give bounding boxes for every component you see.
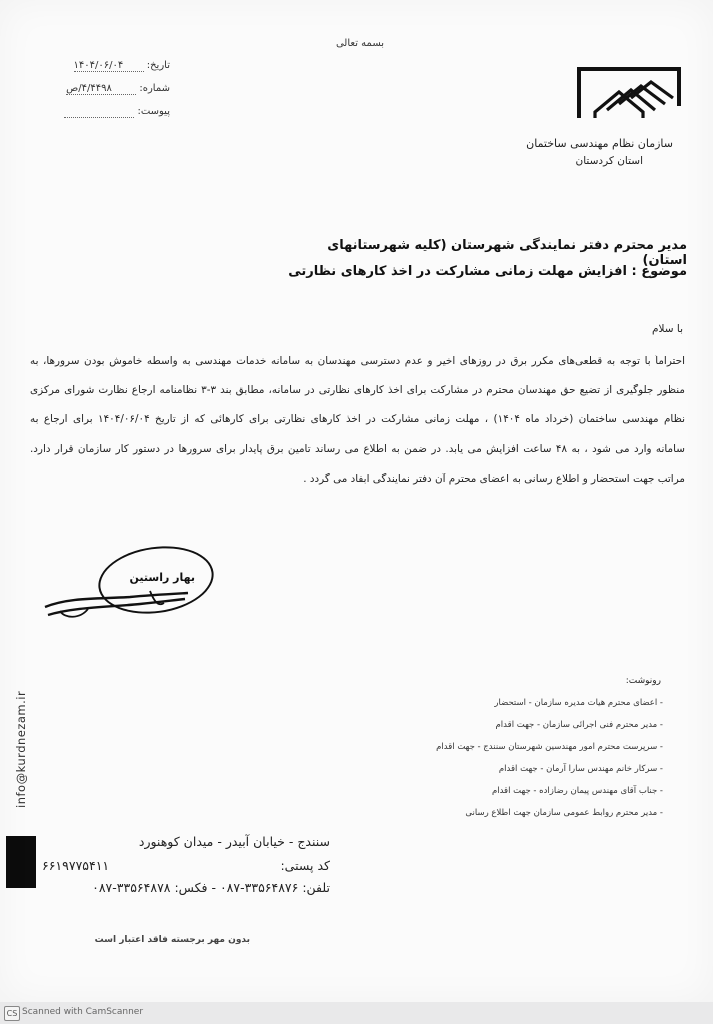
body-line: احتراماً با توجه به قطعی‌های مکرر برق در روزهای اخیر و عدم دسترسی مهندسان به سامانه خدمات مهندسی به واسطه خاموش بودن سرورها، به xyxy=(30,355,685,367)
stamp-validity-note: بدون مهر برجسته فاقد اعتبار است xyxy=(94,935,250,945)
redaction-bar xyxy=(6,836,36,888)
attachment-line xyxy=(40,106,170,118)
signatory-name: بهار راستین xyxy=(129,571,195,584)
camscanner-logo-icon: CS xyxy=(4,1006,20,1021)
footer-phone-fax: تلفن: ۳۳۵۶۴۸۷۶-۰۸۷ - فکس: ۳۳۵۶۴۸۷۸-۰۸۷ xyxy=(92,880,330,895)
website-email xyxy=(12,660,28,810)
body-line: نظام مهندسی ساختمان (خرداد ماه ۱۴۰۴) ، مهلت زمانی مشارکت در اخذ کارهای نظارتی برای کارهائی که از تاریخ ۱۴۰۴/۰۶/۰۴ برای ارجاع به xyxy=(30,413,685,425)
date-line xyxy=(40,60,170,72)
body-line: مراتب جهت استحضار و اطلاع رسانی به اعضای محترم آن دفتر نمایندگی ابفاد می گردد . xyxy=(303,473,685,485)
number-line xyxy=(40,83,170,95)
cc-item: - جناب آقای مهندس پیمان رضازاده - جهت اقدام xyxy=(491,786,663,796)
organization-name: سازمان نظام مهندسی ساختمان xyxy=(526,137,673,150)
number-value: ۴/۴۴۹۸/ص xyxy=(66,83,136,95)
body-line: سامانه وارد می شود ، به ۴۸ ساعت افزایش می یابد. در ضمن به اطلاع می رساند تامین برق پایدار برای سرورها در دستور کار سازمان قرار دارد. xyxy=(30,443,685,455)
cc-item: - سرپرست محترم امور مهندسین شهرستان سنندج - جهت اقدام xyxy=(436,742,663,752)
cc-item: - سرکار خانم مهندس سارا آرمان - جهت اقدام xyxy=(498,764,663,774)
date-value: ۱۴۰۴/۰۶/۰۴ xyxy=(74,60,144,72)
organization-province: استان کردستان xyxy=(575,155,643,167)
cc-item: - مدیر محترم روابط عمومی سازمان جهت اطلاع رسانی xyxy=(465,808,663,818)
date-label: تاریخ: xyxy=(146,60,170,71)
subject: موضوع : افزایش مهلت زمانی مشارکت در اخذ کارهای نظارتی xyxy=(288,264,687,279)
website-email-text: info@kurdnezam.ir xyxy=(14,690,28,808)
cc-title: رونوشت: xyxy=(625,676,661,686)
cc-item: - اعضای محترم هیات مدیره سازمان - استحضار xyxy=(494,698,663,708)
greeting: با سلام xyxy=(651,323,683,335)
postal-code-value: ۶۶۱۹۷۷۵۴۱۱ xyxy=(42,858,110,873)
organization-logo-icon xyxy=(575,66,685,120)
signature-scribble-icon xyxy=(40,585,190,625)
addressee: مدیر محترم دفتر نمایندگی شهرستان (کلیه شهرستانهای استان) xyxy=(327,238,687,268)
attachment-label: پیوست: xyxy=(137,106,170,117)
basmala: بسمه تعالی xyxy=(335,38,385,49)
postal-code-label: کد پستی: xyxy=(280,858,330,873)
body-line: منظور جلوگیری از تضیع حق مهندسان محترم در مشارکت برای اخذ کارهای نظارتی در سامانه، مطابق بند ۳-۳ نظامنامه ارجاع نظارت شورای مرکزی xyxy=(30,384,685,396)
cc-item: - مدیر محترم فنی اجرائی سازمان - جهت اقدام xyxy=(495,720,663,730)
footer-address: سنندج - خیابان آبیدر - میدان کوهنورد xyxy=(138,834,330,849)
scanner-label: Scanned with CamScanner xyxy=(22,1007,144,1017)
number-label: شماره: xyxy=(139,83,170,94)
attachment-value xyxy=(64,106,134,118)
